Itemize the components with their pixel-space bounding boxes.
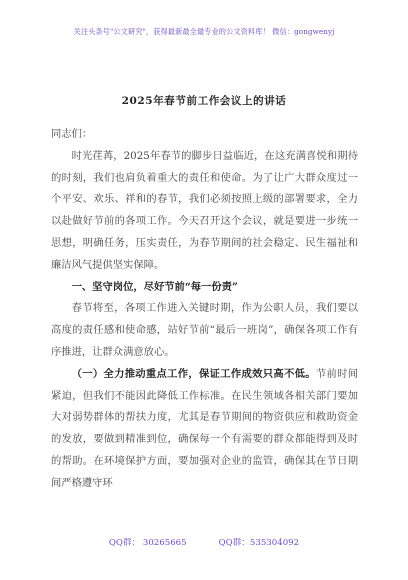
qq-group-1: QQ群： 30265665	[108, 538, 187, 548]
document-body	[51, 116, 358, 495]
top-banner: 关注头条号"公文研究"，获得最新最全最专业的公文资料库！ 微信：gongwenyj	[73, 27, 335, 36]
section-heading-1: 一、坚守岗位，尽好节前“每一份责”	[71, 280, 238, 293]
footer-contact	[0, 536, 408, 548]
greeting: 同志们：	[51, 128, 93, 140]
paragraph-section-1: 春节将至，各项工作进入关键时期，作为公职人员，我们要以高度的责任感和使命感，站好节前“最后一班岗”，确保各项工作有序推进，让群众满意放心。	[51, 302, 358, 358]
paragraph-subsection-1	[51, 364, 358, 495]
paragraph-intro: 时光荏苒，2025年春节的脚步日益临近，在这充满喜悦和期待的时刻，我们也肩负着重大的责任和使命。为了让广大群众度过一个平安、欢乐、祥和的春节，我们必须按照上级的部署要求，全力以赴做好节前的各项工作。今天召开这个会议，就是要进一步统一思想，明确任务，压实责任，为春节期间的社会稳定、民生福祉和廉洁风气提供坚实保障。	[51, 149, 358, 271]
subsection-1-text: 节前时间紧迫，但我们不能因此降低工作标准。在民生领域各相关部门要加大对弱势群体的帮扶力度，尤其是春节期间的物资供应和救助资金的发放，要做到精准到位，确保每一个有需要的群众都能得到及时的帮助。在环境保护方面，要加强对企业的监管，确保其在节日期间严格遵守环	[51, 367, 358, 489]
qq-group-2: QQ群：535304092	[218, 538, 300, 548]
document-title: 2025年春节前工作会议上的讲话	[121, 95, 287, 107]
subsection-heading-1: （一）全力推动重点工作，保证工作成效只高不低。	[71, 367, 316, 380]
